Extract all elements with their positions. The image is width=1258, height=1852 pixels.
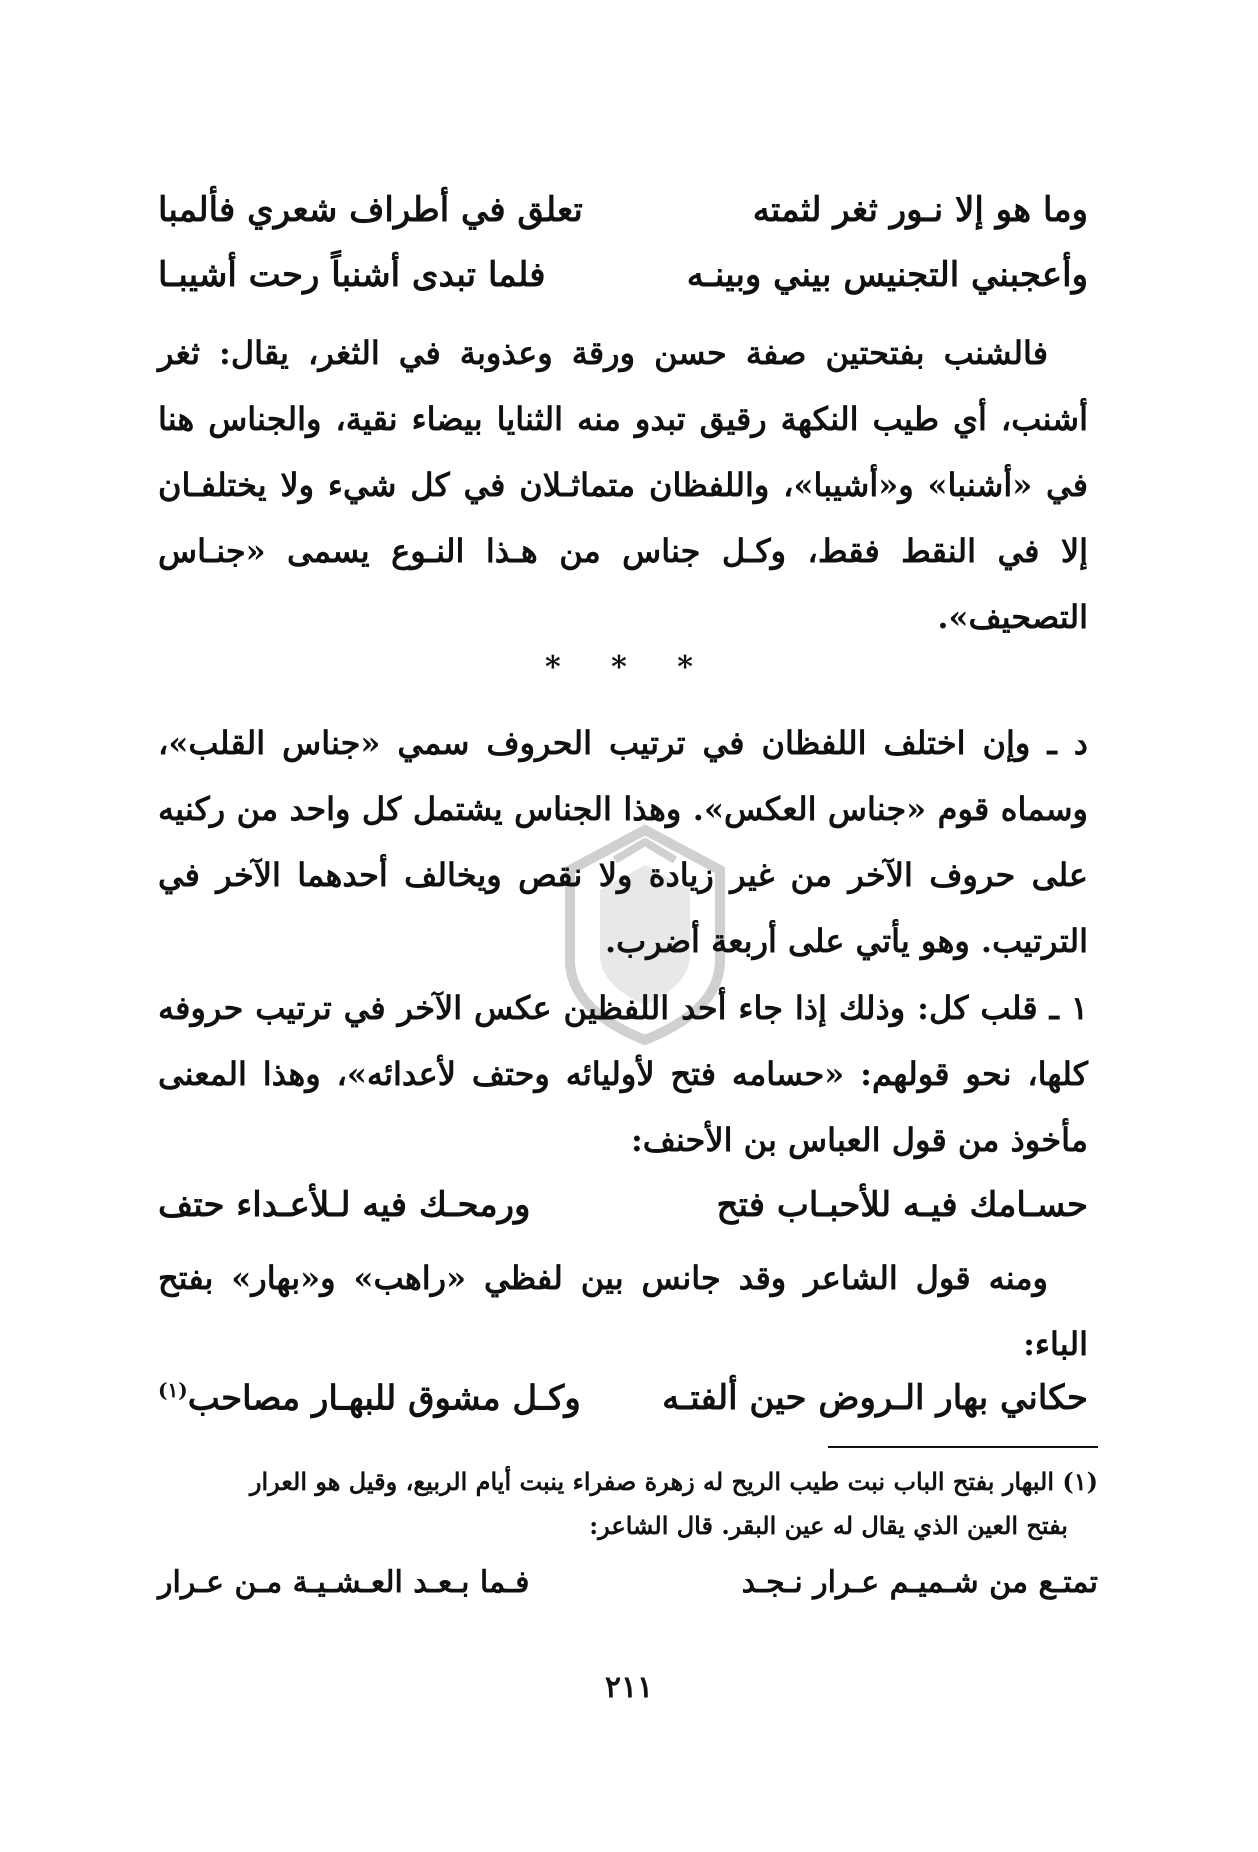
footnote-line: (١) البهار بفتح الباب نبت طيب الريح له زهرة صفراء ينبت أيام الربيع، وقيل هو العرار: [249, 1467, 1098, 1496]
footnote-verse: [158, 1565, 1098, 1615]
section-separator: * * *: [545, 650, 713, 685]
poem-verse-3: [158, 1185, 1088, 1245]
poem-verse-1: [158, 190, 1088, 250]
verse-hemistich-first: تمتـع من شـميـم عـرار نـجـد: [741, 1565, 1098, 1600]
footnote: [158, 1460, 1098, 1548]
poem-verse-4: [158, 1378, 1088, 1438]
paragraph-text: فالشنب بفتحتين صفة حسن ورقة وعذوبة في الثغر، يقال: ثغر أشنب، أي طيب النكهة رقيق تبدو منه الثنايا بيضاء نقية، والجناس هنا في «أشنبا» و«أشيبا»، واللفظان متماثـلان في كل شيء ولا يختلفـان إلا في النقط فقط، وكـل جناس من هـذا النـوع يسمى «جنـاس التصحيف».: [158, 334, 1089, 636]
paragraph-qalb: [158, 710, 1088, 974]
footnote-divider: [828, 1446, 1098, 1448]
paragraph-text: ١ ـ قلب كل: وذلك إذا جاء أحد اللفظين عكس الآخر في ترتيب حروفه كلها، نحو قولهم: «حسامه فتح لأوليائه وحتف لأعدائه»، وهذا المعنى مأخوذ من قول العباس بن الأحنف:: [158, 989, 1088, 1159]
paragraph-example: [158, 1245, 1088, 1377]
verse-hemistich-first: وأعجبني التجنيس بيني وبينـه: [686, 255, 1088, 295]
verse-hemistich-second: ورمحـك فيه لـلأعـداء حتف: [158, 1185, 531, 1225]
paragraph-qalb-kull: [158, 975, 1088, 1173]
footnote-line: بفتح العين الذي يقال له عين البقر. قال الشاعر:: [589, 1511, 1068, 1540]
verse-text: وكـل مشوق للبهـار مصاحب: [187, 1378, 581, 1419]
verse-hemistich-first: حكاني بهار الـروض حين ألفتـه: [662, 1378, 1088, 1418]
paragraph-text: د ـ وإن اختلف اللفظان في ترتيب الحروف سمي «جناس القلب»، وسماه قوم «جناس العكس». وهذا الجناس يشتمل كل واحد من ركنيه على حروف الآخر من غير زيادة ولا نقص ويخالف أحدهما الآخر في الترتيب. وهو يأتي على أربعة أضرب.: [158, 724, 1089, 960]
footnote-marker: (١): [158, 1378, 188, 1402]
verse-hemistich-first: حسـامك فيـه للأحبـاب فتح: [716, 1185, 1088, 1225]
verse-hemistich-first: وما هو إلا نـور ثغر لثمته: [752, 190, 1088, 230]
page-number: ٢١١: [604, 1670, 654, 1705]
poem-verse-2: [158, 255, 1088, 315]
paragraph-text: ومنه قول الشاعر وقد جانس بين لفظي «راهب» و«بهار» بفتح الباء:: [158, 1259, 1088, 1363]
verse-hemistich-second: فلما تبدى أشنباً رحت أشيبـا: [158, 255, 546, 295]
verse-hemistich-second: [158, 1378, 581, 1418]
paragraph-tashif: [158, 320, 1088, 650]
verse-hemistich-second: فـما بـعـد العـشـيـة مـن عـرار: [158, 1565, 530, 1600]
verse-hemistich-second: تعلق في أطراف شعري فألمبا: [158, 190, 583, 230]
